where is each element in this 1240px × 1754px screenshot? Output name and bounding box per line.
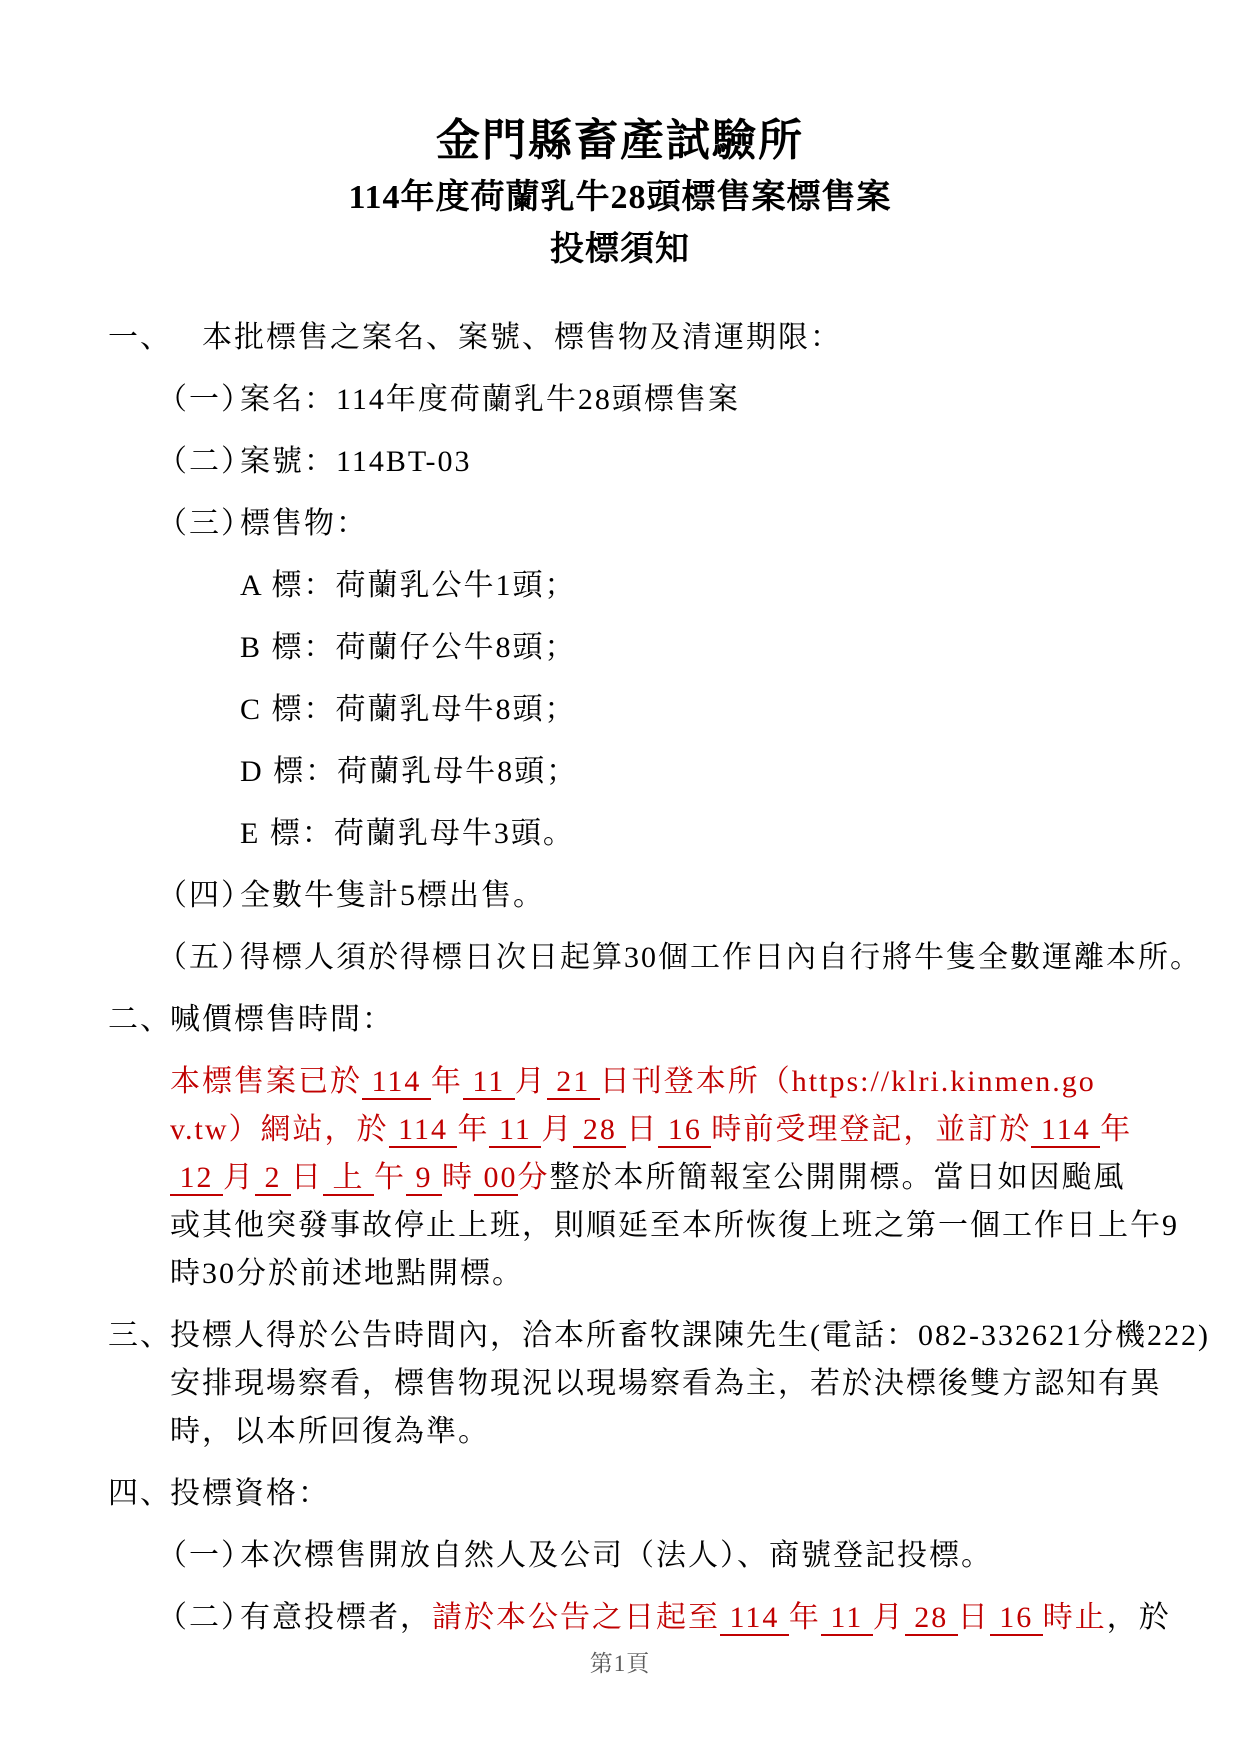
fill-in-blank: 11 [462, 1065, 515, 1098]
text-segment: 得標人須於得標日次日起算30個工作日內自行將牛隻全數運離本所。 [240, 941, 1202, 974]
list-marker: 一、 [108, 321, 172, 354]
text-segment: 標售物： [240, 507, 368, 540]
item-text [240, 438, 1240, 486]
text-line [240, 748, 1240, 796]
case-name [0, 376, 1240, 424]
item-text [170, 1058, 1240, 1298]
list-marker: 四、 [108, 1477, 172, 1510]
section-1-heading [0, 314, 1240, 362]
fill-in-blank: 28 [573, 1113, 627, 1146]
text-line [170, 1106, 1240, 1154]
text-segment: 時，以本所回復為準。 [170, 1415, 490, 1448]
text-segment: B 標：荷蘭仔公牛8頭； [240, 631, 577, 664]
fill-in-blank: 114 [388, 1113, 458, 1146]
item-text [170, 1470, 1240, 1518]
fill-in-blank: 11 [489, 1113, 542, 1146]
text-line [170, 1154, 1240, 1202]
list-marker: （四） [157, 879, 253, 912]
text-line [170, 1058, 1240, 1106]
text-segment: 時 [442, 1161, 474, 1194]
item-text [240, 624, 1240, 672]
item-text [240, 748, 1240, 796]
list-marker: （三） [157, 507, 253, 540]
text-segment: 午 [374, 1161, 406, 1194]
text-segment: v.tw）網站，於 [170, 1113, 389, 1146]
text-line [170, 1250, 1240, 1298]
text-line [170, 1408, 1240, 1456]
fill-in-blank: 114 [1031, 1113, 1101, 1146]
fill-in-blank: 12 [170, 1161, 223, 1194]
fill-in-blank: 9 [406, 1161, 442, 1194]
institution-title: 金門縣畜產試驗所 [436, 116, 804, 165]
text-segment: 有意投標者， [240, 1601, 432, 1634]
fill-in-blank: 16 [658, 1113, 712, 1146]
list-marker: （五） [157, 941, 253, 974]
text-segment: 本次標售開放自然人及公司（法人）、商號登記投標。 [240, 1539, 993, 1572]
text-segment: 時前受理登記，並訂於 [711, 1113, 1032, 1146]
site-visit-clause [0, 1312, 1240, 1456]
list-marker: （二） [157, 1601, 253, 1634]
auction-time-paragraph [0, 1058, 1240, 1298]
lot-A [0, 562, 1240, 610]
list-marker: 三、 [108, 1319, 172, 1352]
text-segment: D 標：荷蘭乳母牛8頭； [240, 755, 579, 788]
text-line [170, 996, 1240, 1044]
text-segment: 日刊登本所（https://klri.kinmen.go [599, 1065, 1096, 1098]
fill-in-blank: 114 [362, 1065, 431, 1098]
text-line [240, 1532, 1240, 1580]
text-segment: 安排現場察看，標售物現況以現場察看為主，若於決標後雙方認知有異 [170, 1367, 1162, 1400]
text-segment: 月 [514, 1065, 547, 1098]
document-body [0, 314, 1240, 1642]
fill-in-blank: 11 [820, 1601, 873, 1634]
item-text [240, 376, 1240, 424]
text-line [170, 1312, 1240, 1360]
section-4-heading [0, 1470, 1240, 1518]
text-segment: A 標：荷蘭乳公牛1頭； [240, 569, 577, 602]
text-segment: 本標售案已於 [170, 1065, 362, 1098]
fill-in-blank: 114 [720, 1601, 789, 1634]
text-segment: 或其他突發事故停止上班，則順延至本所恢復上班之第一個工作日上午9 [170, 1209, 1179, 1242]
text-line [240, 438, 1240, 486]
fill-in-blank: 21 [546, 1065, 600, 1098]
text-segment: ，於 [1106, 1601, 1171, 1634]
text-segment: 案名：114年度荷蘭乳牛28頭標售案 [240, 383, 740, 416]
fill-in-blank: 16 [989, 1601, 1043, 1634]
lot-C [0, 686, 1240, 734]
fill-in-blank: 28 [904, 1601, 958, 1634]
text-segment: E 標：荷蘭乳母牛3頭。 [240, 817, 575, 850]
text-line [170, 314, 1240, 362]
text-segment: 分 [517, 1161, 550, 1194]
text-segment: 投標人得於公告時間內，洽本所畜牧課陳先生(電話：082-332621分機222) [170, 1319, 1210, 1352]
text-segment: 時止 [1042, 1601, 1107, 1634]
text-segment: 月 [541, 1113, 574, 1146]
item-text [240, 562, 1240, 610]
text-segment: 年 [457, 1113, 490, 1146]
text-segment: 月 [223, 1161, 255, 1194]
text-line [170, 1202, 1240, 1250]
list-marker: （一） [157, 1539, 253, 1572]
lot-D [0, 748, 1240, 796]
lot-E [0, 810, 1240, 858]
text-segment: C 標：荷蘭乳母牛8頭； [240, 693, 577, 726]
text-segment: 整於本所簡報室公開開標。當日如因颱風 [549, 1161, 1126, 1194]
item-text [240, 686, 1240, 734]
text-line [240, 500, 1240, 548]
text-segment: 年 [1100, 1113, 1133, 1146]
text-line [170, 1360, 1240, 1408]
lot-list-heading [0, 500, 1240, 548]
text-line [240, 376, 1240, 424]
item-text [240, 810, 1240, 858]
text-segment: 日 [291, 1161, 323, 1194]
text-segment: 喊價標售時間： [170, 1003, 394, 1036]
fill-in-blank: 00 [474, 1161, 518, 1194]
eligibility-clause-1 [0, 1532, 1240, 1580]
text-segment: 全數牛隻計5標出售。 [240, 879, 545, 912]
removal-deadline-note [0, 934, 1240, 982]
item-text [240, 500, 1240, 548]
text-line [240, 872, 1240, 920]
document-type-title: 投標須知 [550, 231, 690, 268]
lot-count-note [0, 872, 1240, 920]
list-marker: 二、 [108, 1003, 172, 1036]
page-number: 第1頁 [589, 1651, 651, 1676]
case-number [0, 438, 1240, 486]
text-line [240, 624, 1240, 672]
text-line [240, 562, 1240, 610]
text-line [240, 1594, 1240, 1642]
item-text [170, 1312, 1240, 1456]
text-segment: 請於本公告之日起至 [432, 1601, 720, 1634]
item-text [240, 1532, 1240, 1580]
text-line [170, 1470, 1240, 1518]
auction-case-title: 114年度荷蘭乳牛28頭標售案標售案 [348, 179, 892, 216]
text-segment: 月 [872, 1601, 905, 1634]
item-text [240, 872, 1240, 920]
list-marker: （一） [157, 383, 253, 416]
text-line [240, 686, 1240, 734]
fill-in-blank: 上 [323, 1161, 374, 1194]
text-line [240, 934, 1240, 982]
text-segment: 投標資格： [170, 1477, 330, 1510]
text-line [240, 810, 1240, 858]
lot-B [0, 624, 1240, 672]
section-2-heading [0, 996, 1240, 1044]
item-text [170, 996, 1240, 1044]
text-segment: 年 [788, 1601, 821, 1634]
item-text [240, 934, 1240, 982]
text-segment: 日 [626, 1113, 659, 1146]
item-text [240, 1594, 1240, 1642]
text-segment: 本批標售之案名、案號、標售物及清運期限： [170, 321, 842, 354]
eligibility-clause-2 [0, 1594, 1240, 1642]
text-segment: 年 [430, 1065, 463, 1098]
item-text [170, 314, 1240, 362]
text-segment: 案號：114BT-03 [240, 445, 472, 478]
fill-in-blank: 2 [255, 1161, 291, 1194]
text-segment: 日 [957, 1601, 990, 1634]
list-marker: （二） [157, 445, 253, 478]
text-segment: 時30分於前述地點開標。 [170, 1257, 524, 1290]
title-block [0, 0, 1240, 276]
